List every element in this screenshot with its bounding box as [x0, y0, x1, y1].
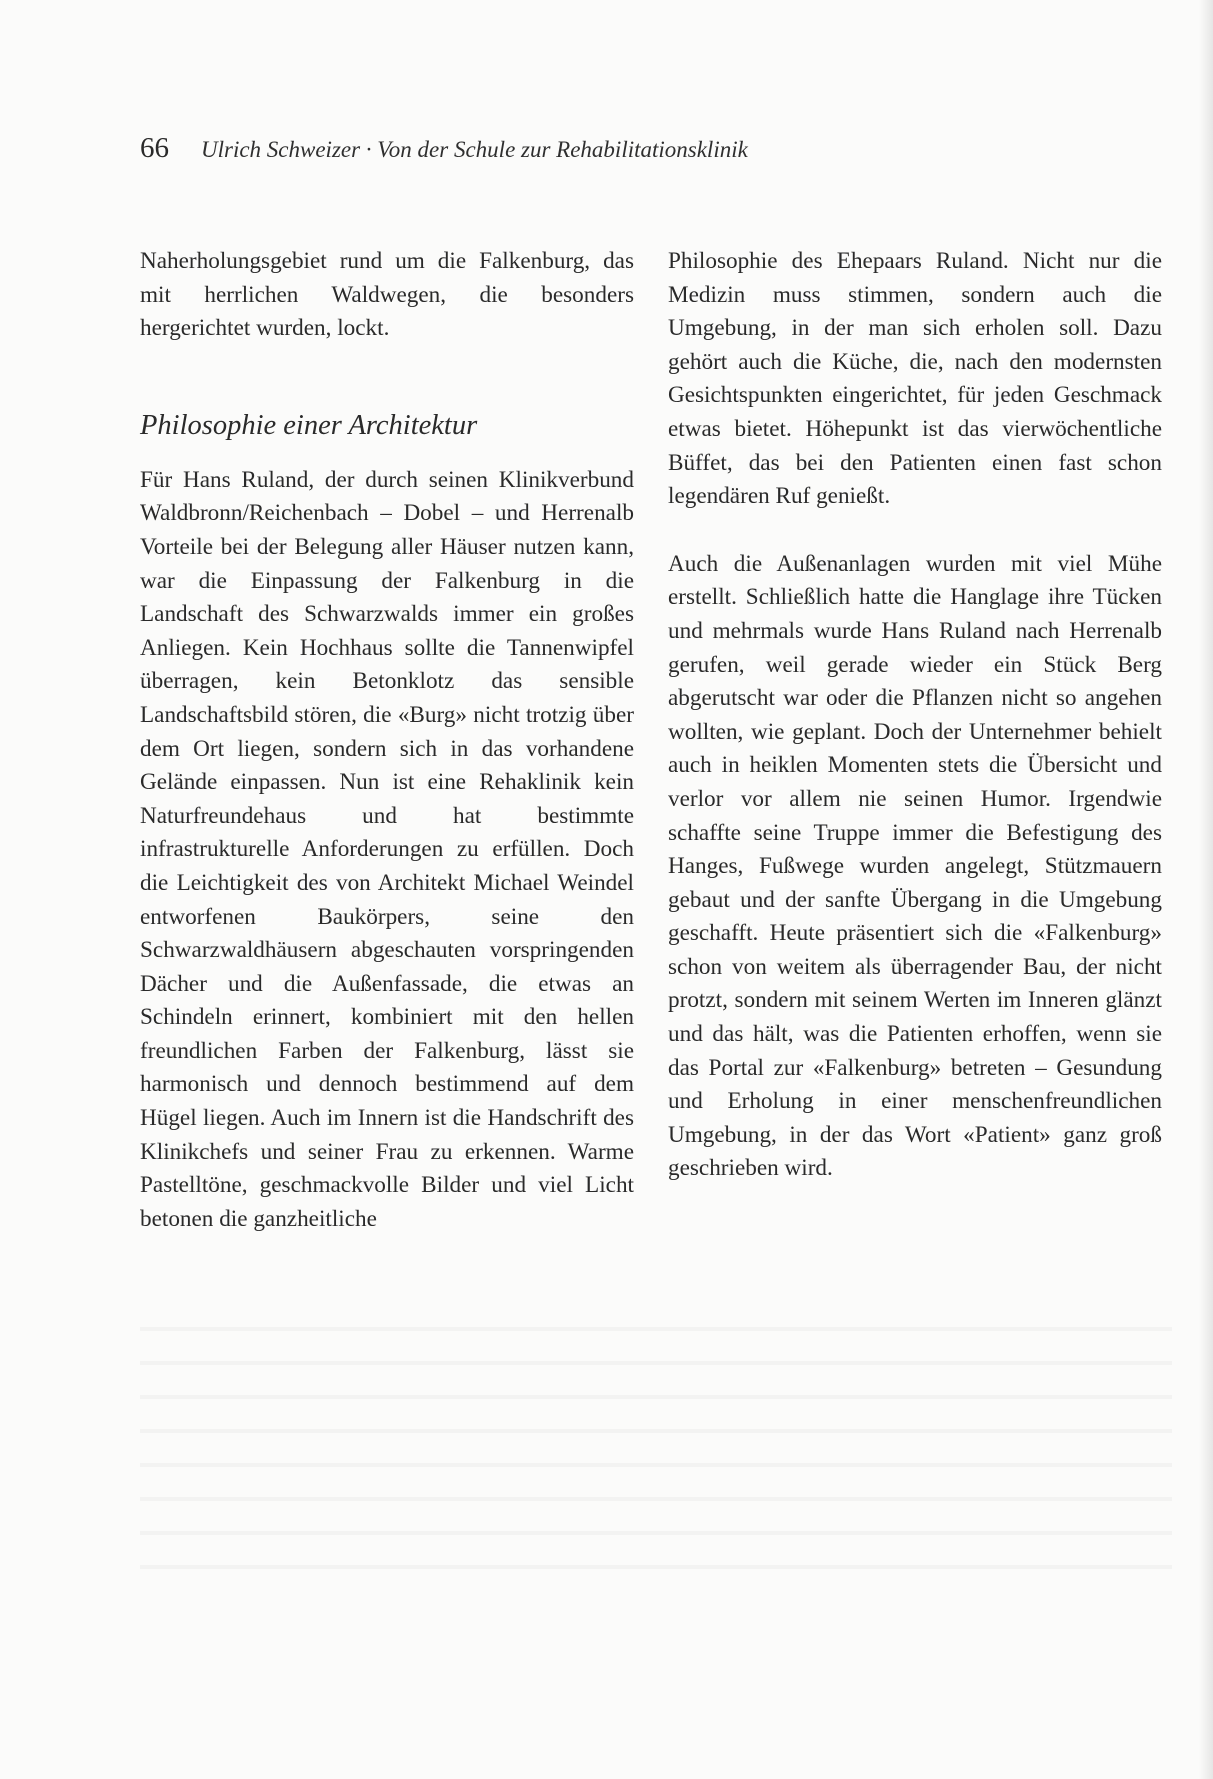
paragraph-spacer — [668, 514, 1162, 548]
right-paragraph-1: Philosophie des Ehepaars Ruland. Nicht nur die Medizin muss stimmen, sondern auch die Umgebung, in der man sich erholen soll. Dazu gehört auch die Küche, die, nach den modernsten Gesichtspunkten eingerichtet, für jeden Geschmack etwas bietet. Höhepunkt ist das vierwöchentliche Büffet, das bei den Patienten einen fast schon legendären Ruf genießt. — [668, 248, 1162, 510]
body-paragraph: Für Hans Ruland, der durch seinen Klinikverbund Waldbronn/Reichenbach – Dobel – und Herrenalb Vorteile bei der Belegung aller Häuser nutzen kann, war die Einpassung der Falkenburg in die Landschaft des Schwarzwalds immer ein großes Anliegen. Kein Hochhaus sollte die Tannenwipfel überragen, kein Betonklotz das sensible Landschaftsbild stören, die «Burg» nicht trotzig über dem Ort liegen, sondern sich in das vorhandene Gelände einpassen. Nun ist eine Rehaklinik kein Naturfreundehaus und hat bestimmte infrastrukturelle Anforderungen zu erfüllen. Doch die Leichtigkeit des von Architekt Michael Weindel entworfenen Baukörpers, seine den Schwarzwaldhäusern abgeschauten vorspringenden Dächer und die Außenfassade, die etwas an Schindeln erinnert, kombiniert mit den hellen freundlichen Farben der Falkenburg, lässt sie harmonisch und dennoch bestimmend auf dem Hügel liegen. Auch im Innern ist die Handschrift des Klinikchefs und seiner Frau zu erkennen. Warme Pastelltöne, geschmackvolle Bilder und viel Licht betonen die ganzheitliche — [140, 466, 634, 1232]
right-column — [668, 245, 1162, 1186]
section-heading: Philosophie einer Architektur — [140, 409, 478, 441]
right-paragraph-2: Auch die Außenanlagen wurden mit viel Mühe erstellt. Schließlich hatte die Hanglage ihre Tücken und mehrmals wurde Hans Ruland nach Herrenalb gerufen, weil gerade wieder ein Stück Berg abgerutscht war oder die Pflanzen nicht so angehen wollten, wie geplant. Doch der Unternehmer behielt auch in heiklen Momenten stets die Übersicht und verlor vor allem nie seinen Humor. Irgendwie schaffte seine Truppe immer die Befestigung des Hanges, Fußwege wurden angelegt, Stützmauern gebaut und der sanfte Übergang in die Umgebung geschafft. Heute präsentiert sich die «Falkenburg» schon von weitem als überragender Bau, der nicht protzt, sondern mit seinem Werten im Inneren glänzt und das hält, was die Patienten erhoffen, wenn sie das Portal zur «Falkenburg» betreten – Gesundung und Erholung in einer menschenfreundlichen Umgebung, in der das Wort «Patient» ganz groß geschrieben wird. — [668, 550, 1162, 1182]
page-edge-shadow — [1199, 0, 1213, 1779]
intro-paragraph: Naherholungsgebiet rund um die Falkenburg, das mit herrlichen Waldwegen, die besonders hergerichtet wurden, lockt. — [140, 248, 634, 342]
section-spacer — [140, 346, 634, 408]
page-header — [140, 132, 748, 172]
heading-spacer — [140, 444, 634, 464]
page-number: 66 — [140, 132, 169, 164]
show-through-text — [140, 1305, 1172, 1595]
running-title: Ulrich Schweizer · Von der Schule zur Rehabilitationsklinik — [201, 137, 748, 162]
left-column — [140, 245, 634, 1236]
